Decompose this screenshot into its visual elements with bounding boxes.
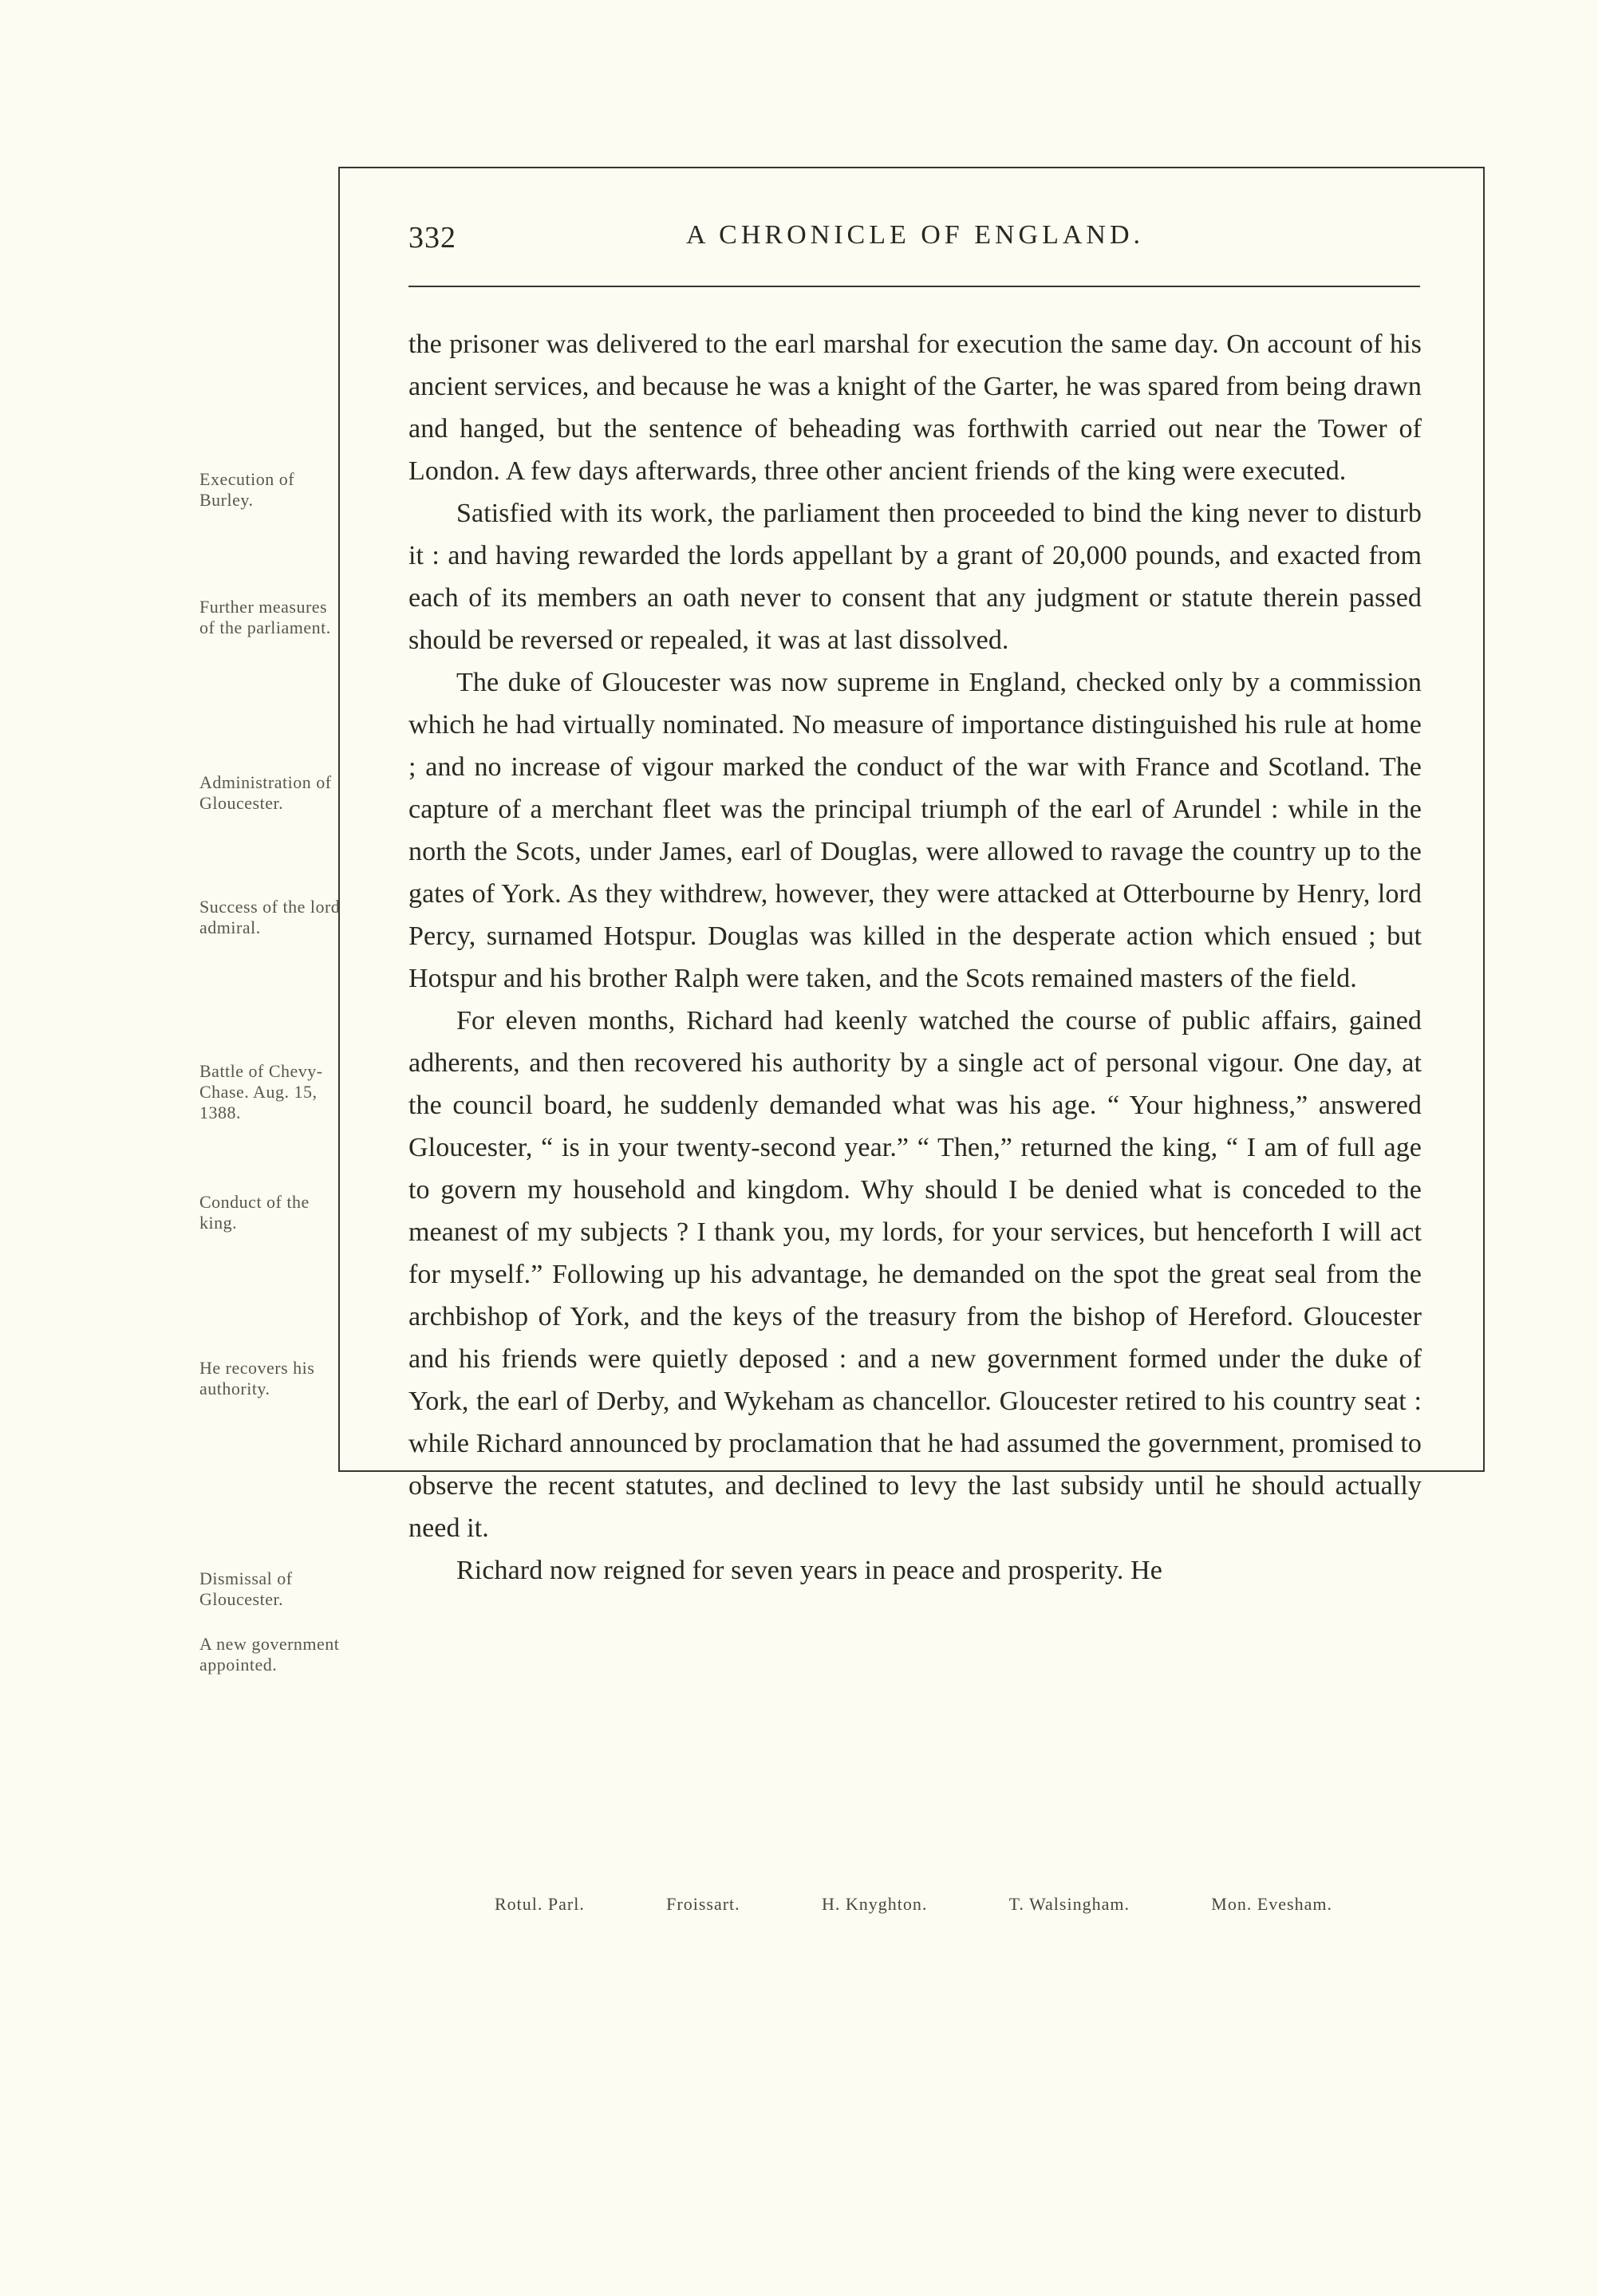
footer-reference: Rotul. Parl. (495, 1894, 585, 1914)
paragraph: Satisfied with its work, the parliament then proceeded to bind the king never to disturb it : and having rewarded the lords appellant by a grant of 20,000 pounds, and exacted from each of its members an oath never to consent that any judgment or statute therein passed should be reversed or repealed, it was at last dissolved. (408, 499, 1422, 655)
side-note-administration-of-gloucester: Administration of Gloucester. (199, 772, 332, 813)
page-title: A CHRONICLE OF ENGLAND. (686, 220, 1144, 250)
running-head (408, 217, 1422, 262)
header-rule (408, 286, 1420, 287)
paragraph: For eleven months, Richard had keenly watched the course of public affairs, gained adherents, and then recovered his authority by a single act of personal vigour. One day, at the council board, he suddenly demanded what was his age. “ Your highness,” answered Gloucester, “ is in your twenty-second year.” “ Then,” returned the king, “ I am of full age to govern my household and kingdom. Why should I be denied what is conceded to the meanest of my subjects ? I thank you, my lords, for your services, but henceforth I will act for myself.” Following up his advantage, he demanded on the spot the great seal from the archbishop of York, and the keys of the treasury from the bishop of Hereford. Gloucester and his friends were quietly deposed : and a new government formed under the duke of York, the earl of Derby, and Wykeham as chancellor. Gloucester retired to his country seat : while Richard announced by proclamation that he had assumed the government, promised to observe the recent statutes, and declined to levy the last subsidy until he should actually need it. (408, 1006, 1422, 1543)
side-note-he-recovers-authority: He recovers his authority. (199, 1358, 315, 1399)
footer-reference: T. Walsingham. (1008, 1894, 1130, 1914)
side-note-dismissal-of-gloucester: Dismissal of Gloucester. (199, 1568, 293, 1609)
footer-references (495, 1894, 1332, 1915)
footer-reference: Mon. Evesham. (1211, 1894, 1332, 1914)
side-note-further-measures: Further measures of the parliament. (199, 597, 331, 637)
paragraph: Richard now reigned for seven years in peace and prosperity. He (456, 1556, 1162, 1585)
side-note-battle-of-chevy-chase: Battle of Chevy-Chase. Aug. 15, 1388. (199, 1061, 323, 1122)
paragraph: The duke of Gloucester was now supreme in England, checked only by a commission which he had virtually nominated. No measure of importance distinguished his rule at home ; and no increase of vigour marked the conduct of the war with France and Scotland. The capture of a merchant fleet was the principal triumph of the earl of Arundel : while in the north the Scots, under James, earl of Douglas, were allowed to ravage the country up to the gates of York. As they withdrew, however, they were attacked at Otterbourne by Henry, lord Percy, surnamed Hotspur. Douglas was killed in the desperate action which ensued ; but Hotspur and his brother Ralph were taken, and the Scots remained masters of the field. (408, 668, 1422, 993)
footer-reference: H. Knyghton. (821, 1894, 928, 1914)
page-number: 332 (408, 221, 456, 254)
body-text (408, 323, 1422, 1592)
paragraph: the prisoner was delivered to the earl marshal for execution the same day. On account of his ancient services, and because he was a knight of the Garter, he was spared from being drawn and hanged, but the sentence of beheading was forthwith carried out near the Tower of London. A few days afterwards, three other ancient friends of the king were executed. (408, 329, 1422, 486)
footer-reference: Froissart. (666, 1894, 740, 1914)
side-note-execution-of-burley: Execution of Burley. (199, 469, 295, 510)
side-note-success-of-lord-admiral: Success of the lord admiral. (199, 897, 341, 937)
side-note-new-government: A new government appointed. (199, 1634, 340, 1675)
side-note-conduct-of-the-king: Conduct of the king. (199, 1192, 310, 1233)
